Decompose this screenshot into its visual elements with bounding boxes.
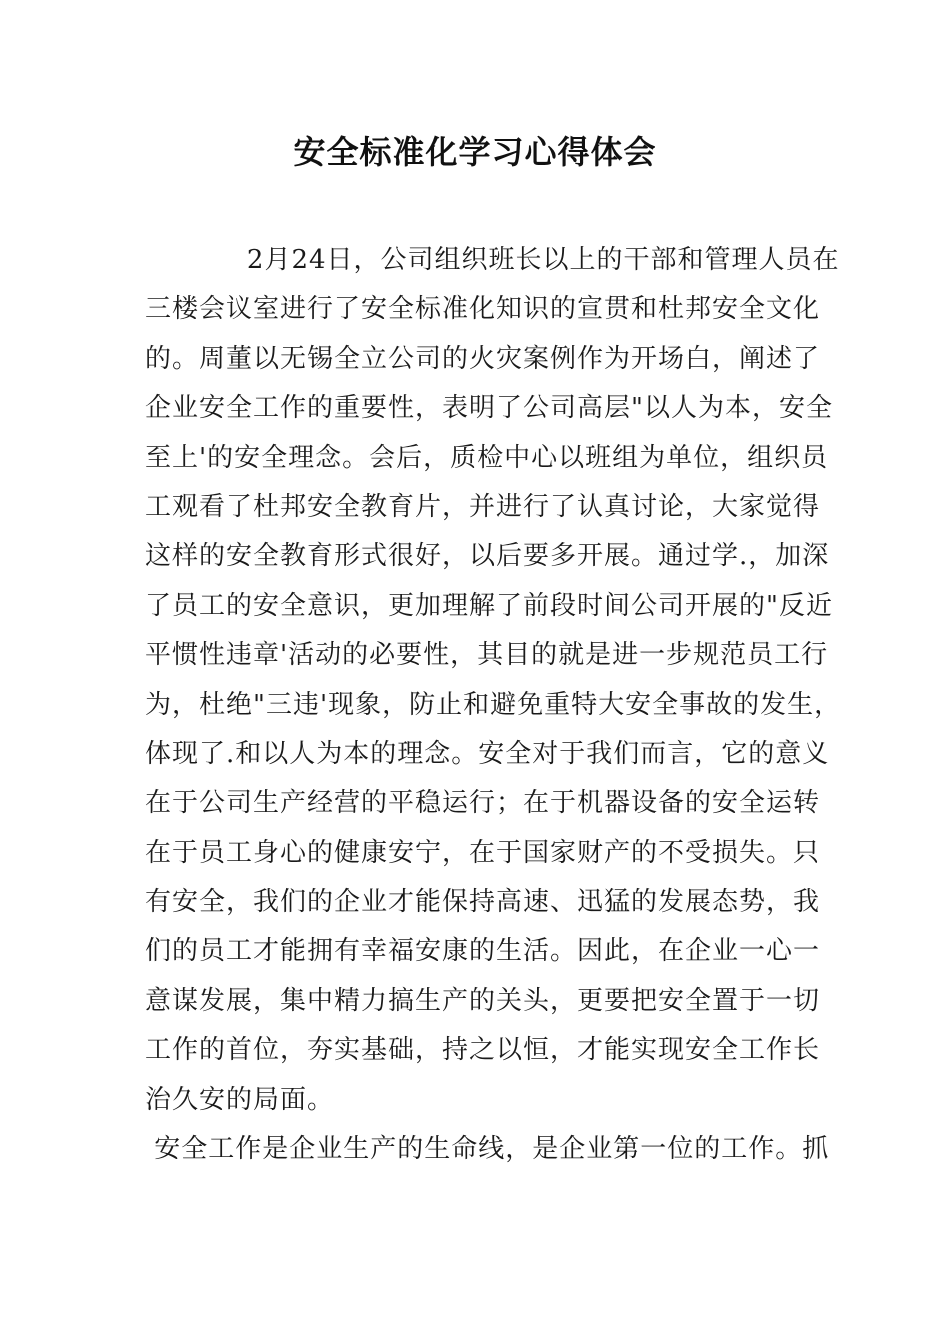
text-line: 安全工作是企业生产的生命线，是企业第一位的工作。抓 xyxy=(145,1134,830,1165)
text-line: 在于员工身心的健康安宁，在于国家财产的不受损失。只 xyxy=(145,837,821,868)
text-line: 了员工的安全意识，更加理解了前段时间公司开展的"反近 xyxy=(145,590,833,621)
text-line: 三楼会议室进行了安全标准化知识的宣贯和杜邦安全文化 xyxy=(145,294,821,325)
text-line: 平惯性违章'活动的必要性，其目的就是进一步规范员工行 xyxy=(145,640,829,671)
text-line: 在于公司生产经营的平稳运行；在于机器设备的安全运转 xyxy=(145,788,821,819)
document-body xyxy=(145,236,842,1174)
text-line: 有安全，我们的企业才能保持高速、迅猛的发展态势，我 xyxy=(145,887,821,918)
text-line: 的。周董以无锡全立公司的火灾案例作为开场白，阐述了 xyxy=(145,343,821,374)
text-line: 治久安的局面。 xyxy=(145,1084,335,1115)
text-line: 企业安全工作的重要性，表明了公司高层"以人为本，安全 xyxy=(145,393,833,424)
text-line: 意谋发展，集中精力搞生产的关头，更要把安全置于一切 xyxy=(145,985,821,1016)
text-line: 2月24日，公司组织班长以上的干部和管理人员在 xyxy=(145,245,840,275)
text-line: 工作的首位，夯实基础，持之以恒，才能实现安全工作长 xyxy=(145,1035,821,1066)
text-line: 工观看了杜邦安全教育片，并进行了认真讨论，大家觉得 xyxy=(145,491,821,522)
text-line: 们的员工才能拥有幸福安康的生活。因此，在企业一心一 xyxy=(145,936,821,967)
text-line: 至上'的安全理念。会后，质检中心以班组为单位，组织员 xyxy=(145,442,829,473)
text-line: 体现了.和以人为本的理念。安全对于我们而言，它的意义 xyxy=(145,738,830,769)
text-line: 为，杜绝"三违'现象，防止和避免重特大安全事故的发生， xyxy=(145,689,842,720)
document-title: 安全标准化学习心得体会 xyxy=(293,133,657,171)
text-line: 这样的安全教育形式很好，以后要多开展。通过学.，加深 xyxy=(145,541,830,572)
